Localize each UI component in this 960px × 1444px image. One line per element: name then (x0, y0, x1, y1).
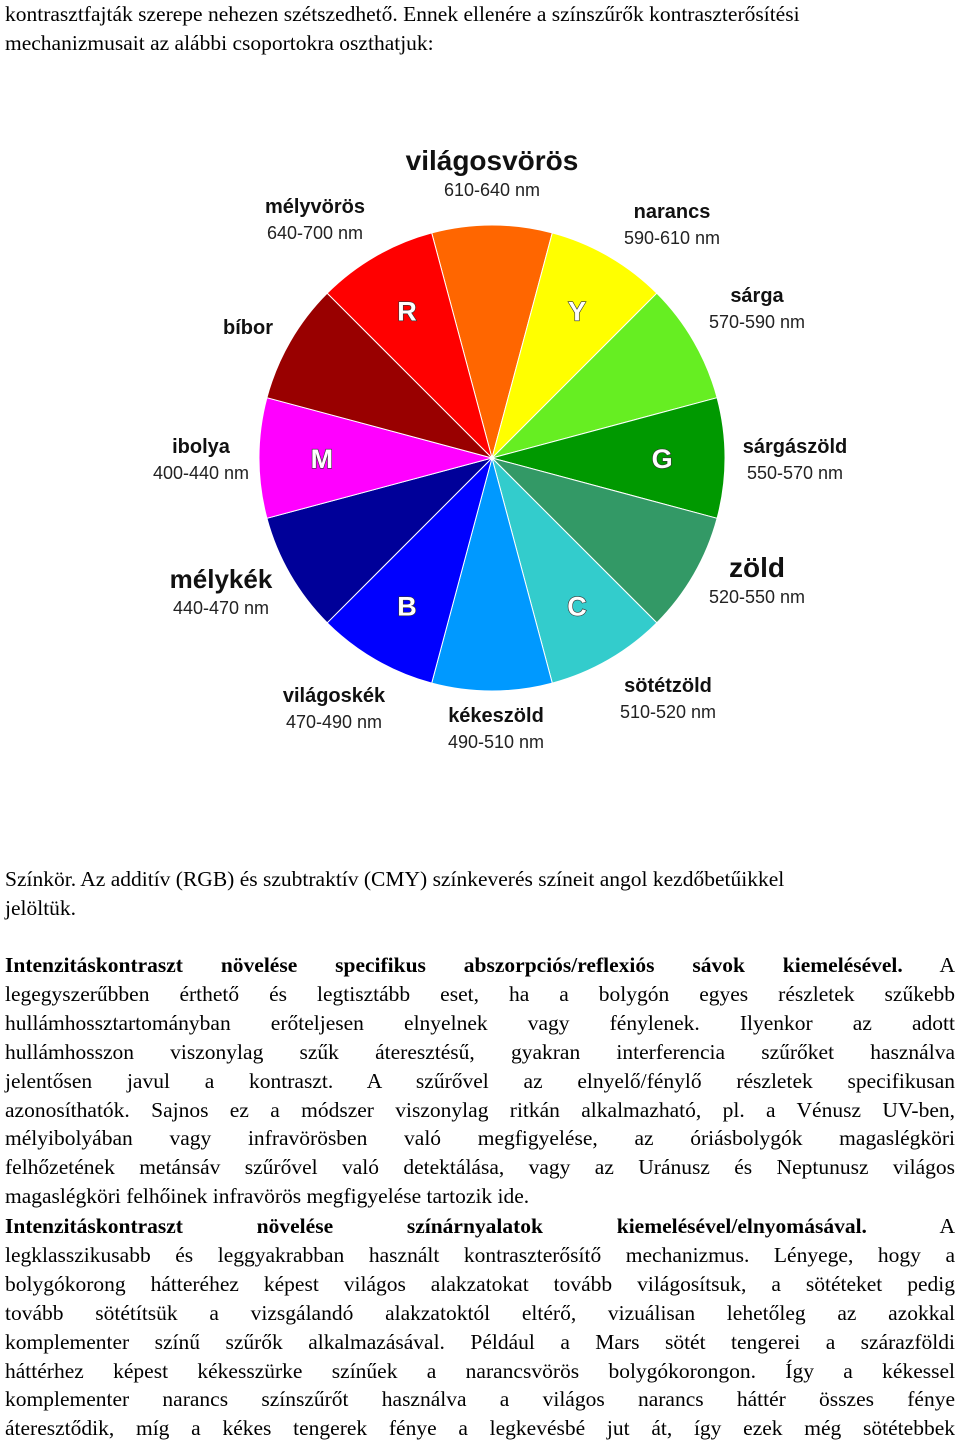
wheel-label-name: sárgászöld (742, 436, 848, 458)
caption-line: Színkör. Az additív (RGB) és szubtraktív (CMY) színkeverés színeit angol kezdőbetűikkel (5, 867, 785, 891)
wheel-letter-g: G (651, 444, 673, 474)
paragraph-line: azonosíthatók. Sajnos ez a módszer viszonylag ritkán alkalmazható, pl. a Vénusz UV-ben, (5, 1097, 955, 1122)
paragraph-line: magaslégköri felhőinek infravörös megfigyelése tartozik ide. (5, 1184, 530, 1209)
wheel-label-name: mélyvörös (264, 196, 366, 218)
paragraph-line: legegyszerűbben érthető és legtisztább eset, ha a bolygón egyes részletek szűkebb (5, 981, 955, 1006)
wheel-label-range: 550-570 nm (746, 463, 844, 483)
wheel-label-name: zöld (729, 552, 785, 583)
wheel-letter-y: Y (567, 296, 587, 327)
paragraph-line: bolygókorong hátteréhez képest világos alakzatokat tovább világosítsuk, a sötéteket pedig (5, 1271, 955, 1296)
wheel-label-range: 440-470 nm (172, 598, 270, 618)
paragraph-heading: Intenzitáskontraszt növelése specifikus abszorpciós/reflexiós sávok kiemelésével. (5, 953, 903, 977)
intro-paragraph (5, 0, 955, 58)
paragraph-line: komplementer narancs színszűrőt használva a világos narancs háttér összes fénye (5, 1387, 955, 1412)
wheel-label-name: sötétzöld (624, 675, 712, 697)
figure-caption (5, 865, 955, 923)
wheel-label-range: 400-440 nm (152, 463, 250, 483)
wheel-letter-c: C (567, 591, 587, 622)
wheel-label-name: kékeszöld (448, 705, 544, 727)
wheel-label-name: mélykék (169, 564, 273, 594)
paragraph-line: Intenzitáskontraszt növelése színárnyalatok kiemelésével/elnyomásával. A (5, 1214, 956, 1238)
wheel-label-name: világosvörös (405, 145, 579, 176)
paragraph-heading: Intenzitáskontraszt növelése színárnyalatok kiemelésével/elnyomásával. (5, 1214, 867, 1238)
paragraph-line: áteresztődik, míg a kékes tengerek fénye a legkevésbé jut át, így ezek még sötétebbek (5, 1416, 955, 1441)
wheel-letter-m: M (310, 444, 334, 474)
wheel-label-name: bíbor (223, 317, 273, 339)
intro-line: kontrasztfajták szerepe nehezen szétszedhető. Ennek ellenére a színszűrők kontraszterősítési (5, 2, 800, 26)
paragraph-line: felhőzetének metánsáv szűrővel való detektálása, vagy az Uránusz és Neptunusz világos (5, 1155, 955, 1180)
paragraph-line: tovább sötétítsük a vizsgálandó alakzatoktól eltérő, vizuálisan lehetőleg az azokkal (5, 1300, 955, 1325)
wheel-label-range: 640-700 nm (266, 223, 364, 243)
caption-line: jelöltük. (5, 895, 77, 920)
paragraph-line: komplementer színű szűrők alkalmazásával. Például a Mars sötét tengerei a szárazföldi (5, 1329, 955, 1354)
paragraph-line: hullámhossztartományban erőteljesen elnyelnek vagy fénylenek. Ilyenkor az adott (5, 1010, 955, 1035)
wheel-label-name: ibolya (172, 436, 230, 458)
paragraph-line: legklasszikusabb és leggyakrabban használt kontraszterősítő mechanizmus. Lényege, hogy a (5, 1242, 955, 1267)
wheel-label-range: 590-610 nm (623, 228, 721, 248)
wheel-label-range: 510-520 nm (619, 702, 717, 722)
wheel-label-range: 490-510 nm (447, 732, 545, 752)
wheel-label-name: narancs (633, 201, 711, 223)
wheel-letter-r: R (397, 296, 417, 327)
wheel-label-range: 470-490 nm (285, 712, 383, 732)
wheel-label-range: 610-640 nm (443, 180, 541, 200)
wheel-letter-b: B (397, 591, 417, 622)
paragraph-specific-bands (5, 951, 955, 1211)
paragraph-line: jelentősen javul a kontraszt. A szűrővel az elnyelő/fénylő részletek specifikusan (5, 1068, 955, 1093)
paragraph-line: Intenzitáskontraszt növelése specifikus abszorpciós/reflexiós sávok kiemelésével. A (5, 953, 955, 977)
color-wheel-figure (5, 140, 955, 760)
paragraph-line: háttérhez képest kékesszürke színűek a narancsvörös bolygókorongon. Így a kékessel (5, 1358, 955, 1383)
wheel-label-range: 520-550 nm (708, 587, 806, 607)
intro-line: mechanizmusait az alábbi csoportokra oszthatjuk: (5, 30, 434, 55)
wheel-label-name: világoskék (282, 685, 386, 707)
paragraph-hue-contrast (5, 1212, 955, 1443)
paragraph-line: mélyibolyában vagy infravörösben való megfigyelése, az óriásbolygók magaslégköri (5, 1126, 955, 1151)
wheel-label-range: 570-590 nm (708, 312, 806, 332)
paragraph-line: hullámhosszon viszonylag szűk áteresztésű, gyakran interferencia szűrőket használva (5, 1039, 955, 1064)
wheel-label-name: sárga (730, 285, 784, 307)
